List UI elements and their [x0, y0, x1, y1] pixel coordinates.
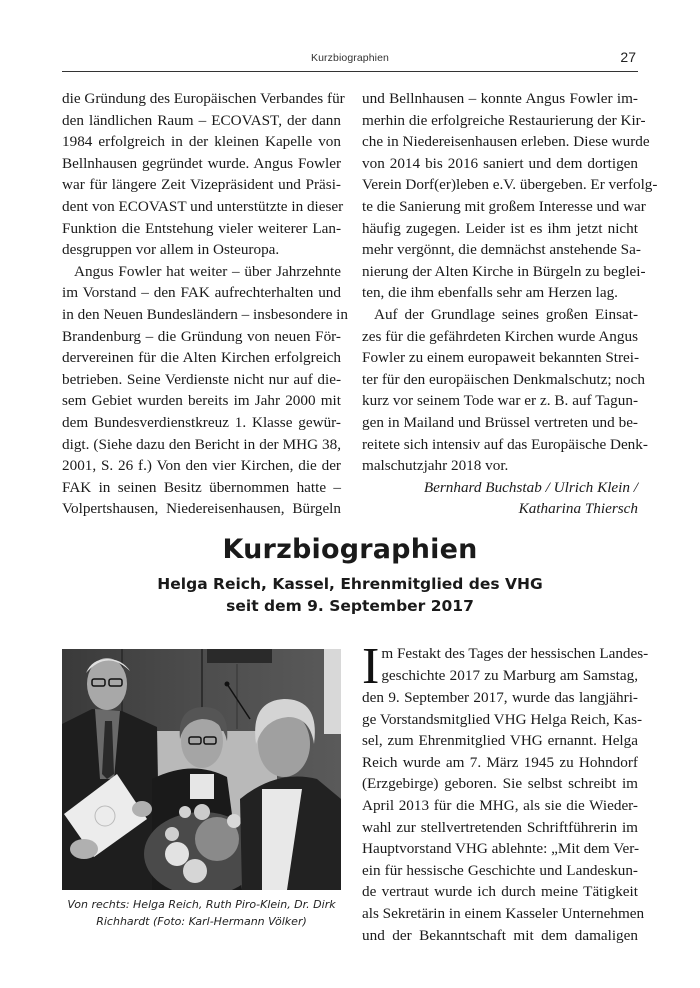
paragraph-festakt — [362, 638, 649, 946]
text-line: die Gründung des Europäischen Verbandes für — [62, 90, 345, 107]
text-line: von 2014 bis 2016 saniert und dem dortigen — [362, 154, 638, 172]
text-line: geschichte 2017 zu Marburg am Samstag, — [381, 666, 638, 684]
text-line: sel, zum Ehrenmitglied VHG ernannt. Helga — [362, 732, 638, 750]
subheading-line: Helga Reich, Kassel, Ehrenmitglied des VHG — [157, 575, 543, 593]
subheading-line: seit dem 9. September 2017 — [226, 597, 474, 615]
text-line: war für längere Zeit Vizepräsident und Präsi- — [62, 176, 341, 194]
text-line: gen in Mailand und Brüssel vertreten und be- — [362, 413, 638, 431]
paragraph-fak — [62, 261, 348, 520]
text-line: Brandenburg – die Gründung von neuen För- — [62, 327, 341, 345]
text-line: Fowler zu einem europaweit bekannten Strei- — [362, 349, 640, 367]
text-line: 2001, S. 26 f.) Von den vier Kirchen, die der — [62, 457, 341, 475]
caption-line: Richhardt (Foto: Karl-Hermann Völker) — [96, 915, 307, 928]
text-line: nierung der Alten Kirche in Bürgeln zu beglei- — [362, 262, 646, 280]
text-line: Volpertshausen, Niedereisenhausen, Bürgeln — [62, 500, 341, 518]
text-line: reitete sich intensiv auf das Europäische Denk- — [362, 435, 648, 453]
text-line: dem Bundesverdienstkreuz 1. Klasse gewür- — [62, 413, 341, 431]
text-line: zes für die gefährdeten Kirchen wurde Angus — [362, 327, 638, 345]
photo-caption — [62, 896, 341, 930]
text-line: den 9. September 2017, wurde das langjähri- — [362, 689, 638, 706]
text-line: und der Bekanntschaft mit dem damaligen — [362, 926, 638, 944]
text-line: wahl zur stellvertretenden Schriftführerin im — [362, 818, 638, 836]
text-line: de vertraut wurde ich durch meine Tätigkeit — [362, 883, 638, 901]
bottom-right-column — [362, 638, 649, 946]
page-number: 27 — [620, 49, 636, 65]
top-left-column — [62, 88, 348, 520]
text-line: te die Sanierung mit großem Interesse und war — [362, 197, 646, 215]
paragraph-denkmalschutz — [362, 304, 648, 477]
text-line: che in Niedereisenhausen erleben. Diese wurde — [362, 133, 650, 151]
text-line: und Bellnhausen – konnte Angus Fowler im- — [362, 90, 638, 107]
text-line: Verein Dorf(er)leben e.V. übergeben. Er verfolg- — [362, 176, 658, 194]
top-right-column — [362, 88, 658, 520]
text-line: sem Gebiet wurden bereits im Jahr 2000 mit — [62, 392, 341, 410]
photo-illustration — [62, 649, 341, 890]
text-line: Bellnhausen gegründet wurde. Angus Fowler — [62, 154, 341, 172]
text-line: häufig zugegen. Leider ist es ihm jetzt nicht — [362, 219, 638, 237]
text-line: dent von ECOVAST und unterstützte in dieser — [62, 197, 344, 215]
text-line: ten, die ihm ebenfalls sehr am Herzen lag. — [362, 284, 618, 302]
text-line: kurz vor seinem Tode war er z. B. auf Tagun- — [362, 392, 638, 410]
text-line: 1984 erfolgreich in der kleinen Kapelle von — [62, 133, 341, 151]
text-line: mehr vergönnt, die demnächst anstehende Sa- — [362, 241, 641, 259]
text-line: April 2013 für die MHG, als sie die Wieder- — [362, 796, 638, 814]
text-line: FAK in seinen Besitz übernommen hatte – — [62, 478, 341, 496]
author-signature — [362, 477, 638, 520]
paragraph-ecovast — [62, 88, 345, 261]
text-line: den ländlichen Raum – ECOVAST, der dann — [62, 111, 341, 129]
text-line: in den Neuen Bundesländern – insbesondere in — [62, 305, 348, 323]
text-line: digt. (Siehe dazu den Bericht in der MHG 38, — [62, 435, 341, 453]
text-line: Reich wurde am 7. März 1945 zu Hohndorf — [362, 753, 638, 771]
text-line: ge Vorstandsmitglied VHG Helga Reich, Kas- — [362, 710, 643, 728]
text-line: Angus Fowler hat weiter – über Jahrzehnte — [74, 262, 341, 280]
text-line: malschutzjahr 2018 vor. — [362, 457, 509, 475]
photo-helga-reich — [62, 649, 341, 890]
caption-line: Von rechts: Helga Reich, Ruth Piro-Klein, Dr. Dirk — [67, 898, 336, 911]
text-line: als Sekretärin in einem Kasseler Unternehmen — [362, 904, 645, 922]
text-line: im Vorstand – den FAK aufrechterhalten und — [62, 284, 341, 302]
text-line: m Festakt des Tages der hessischen Landes- — [381, 645, 649, 662]
text-line: betrieben. Seine Verdienste nicht nur auf die- — [62, 370, 341, 388]
text-line: dervereinen für die Alten Kirchen erfolgreich — [62, 349, 341, 367]
paragraph-restaurierung — [362, 88, 658, 304]
section-heading: Kurzbiographien — [222, 534, 478, 565]
signature-line: Bernhard Buchstab / Ulrich Klein / — [423, 478, 638, 496]
text-line: Hauptvorstand VHG ablehnte: „Mit dem Ver- — [362, 840, 640, 858]
text-line: Auf der Grundlage seines großen Einsat- — [374, 305, 638, 323]
signature-line: Katharina Thiersch — [518, 500, 638, 518]
running-head-title: Kurzbiographien — [311, 52, 389, 64]
running-head — [62, 48, 638, 72]
section-subheading — [62, 573, 638, 617]
text-line: ein für hessische Geschichte und Landeskun- — [362, 861, 638, 879]
text-line: (Erzgebirge) geboren. Sie selbst schreibt im — [362, 775, 638, 793]
text-line: Funktion die Entstehung vieler weiterer Lan- — [62, 219, 341, 237]
drop-cap: I — [362, 638, 380, 695]
text-line: ter für den europäischen Denkmalschutz; noch — [362, 370, 645, 388]
text-line: merhin die erfolgreiche Restaurierung der Kir- — [362, 111, 646, 129]
text-line: desgruppen vor allem in Osteuropa. — [62, 241, 280, 259]
